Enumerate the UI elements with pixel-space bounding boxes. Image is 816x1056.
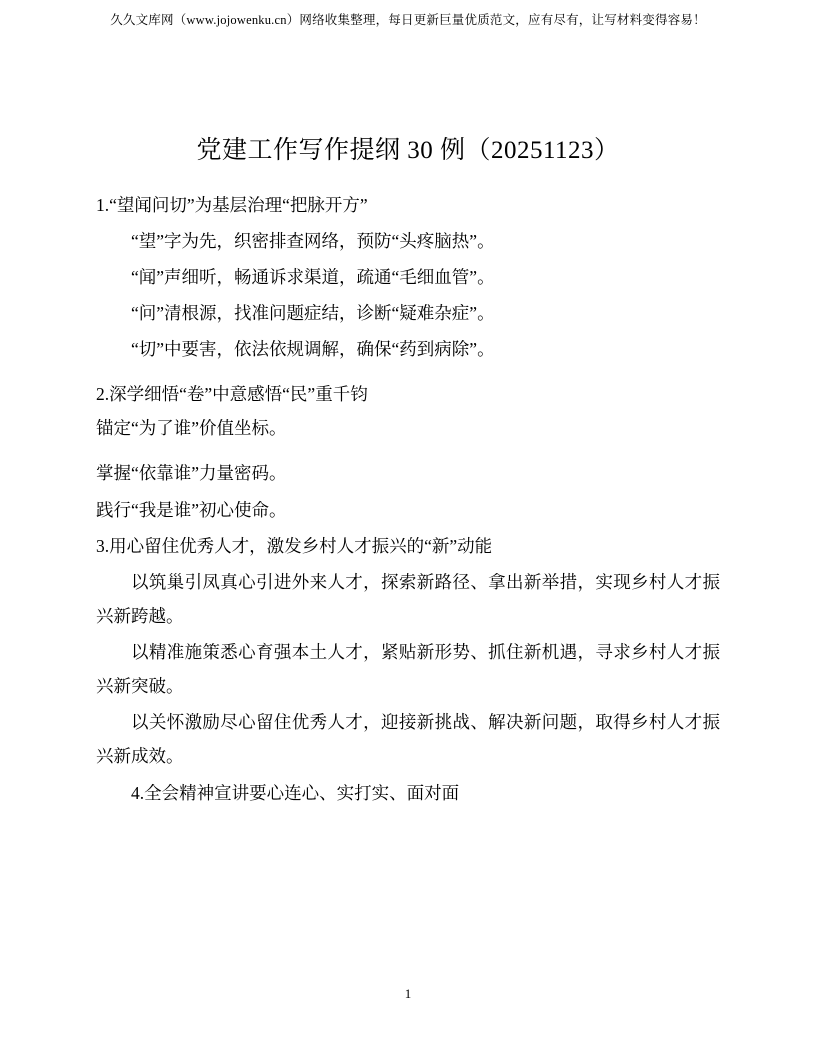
paragraph: “望”字为先，织密排查网络，预防“头疼脑热”。 [131, 230, 495, 251]
paragraph: 以筑巢引凤真心引进外来人才，探索新路径、拿出新举措，实现乡村人才振兴新跨越。 [96, 571, 720, 626]
paragraph: “切”中要害，依法依规调解，确保“药到病除”。 [131, 339, 495, 359]
paragraph: “问”清根源，找准问题症结，诊断“疑难杂症”。 [131, 302, 495, 323]
paragraph: 锚定“为了谁”价值坐标。 [96, 418, 287, 439]
document-body [96, 132, 720, 812]
paragraph: 掌握“依靠谁”力量密码。 [96, 463, 287, 484]
paragraph: 3.用心留住优秀人才，激发乡村人才振兴的“新”动能 [96, 535, 493, 556]
site-watermark-note: 久久文库网（www.jojowenku.cn）网络收集整理，每日更新巨量优质范文，应有尽有，让写材料变得容易！ [110, 13, 706, 27]
paragraph: 以关怀激励尽心留住优秀人才，迎接新挑战、解决新问题，取得乡村人才振兴新成效。 [96, 712, 720, 767]
page-title: 党建工作写作提纲 30 例（20251123） [196, 137, 620, 164]
paragraph: 以精准施策悉心育强本土人才，紧贴新形势、抓住新机遇，寻求乡村人才振兴新突破。 [96, 642, 720, 697]
paragraph: 1.“望闻问切”为基层治理“把脉开方” [96, 194, 368, 215]
paragraph: 践行“我是谁”初心使命。 [96, 499, 287, 520]
paragraph: “闻”声细听，畅通诉求渠道，疏通“毛细血管”。 [131, 266, 495, 287]
paragraph: 4.全会精神宣讲要心连心、实打实、面对面 [131, 782, 460, 803]
paragraph: 2.深学细悟“卷”中意感悟“民”重千钧 [96, 384, 368, 405]
page-number: 1 [404, 986, 412, 1001]
